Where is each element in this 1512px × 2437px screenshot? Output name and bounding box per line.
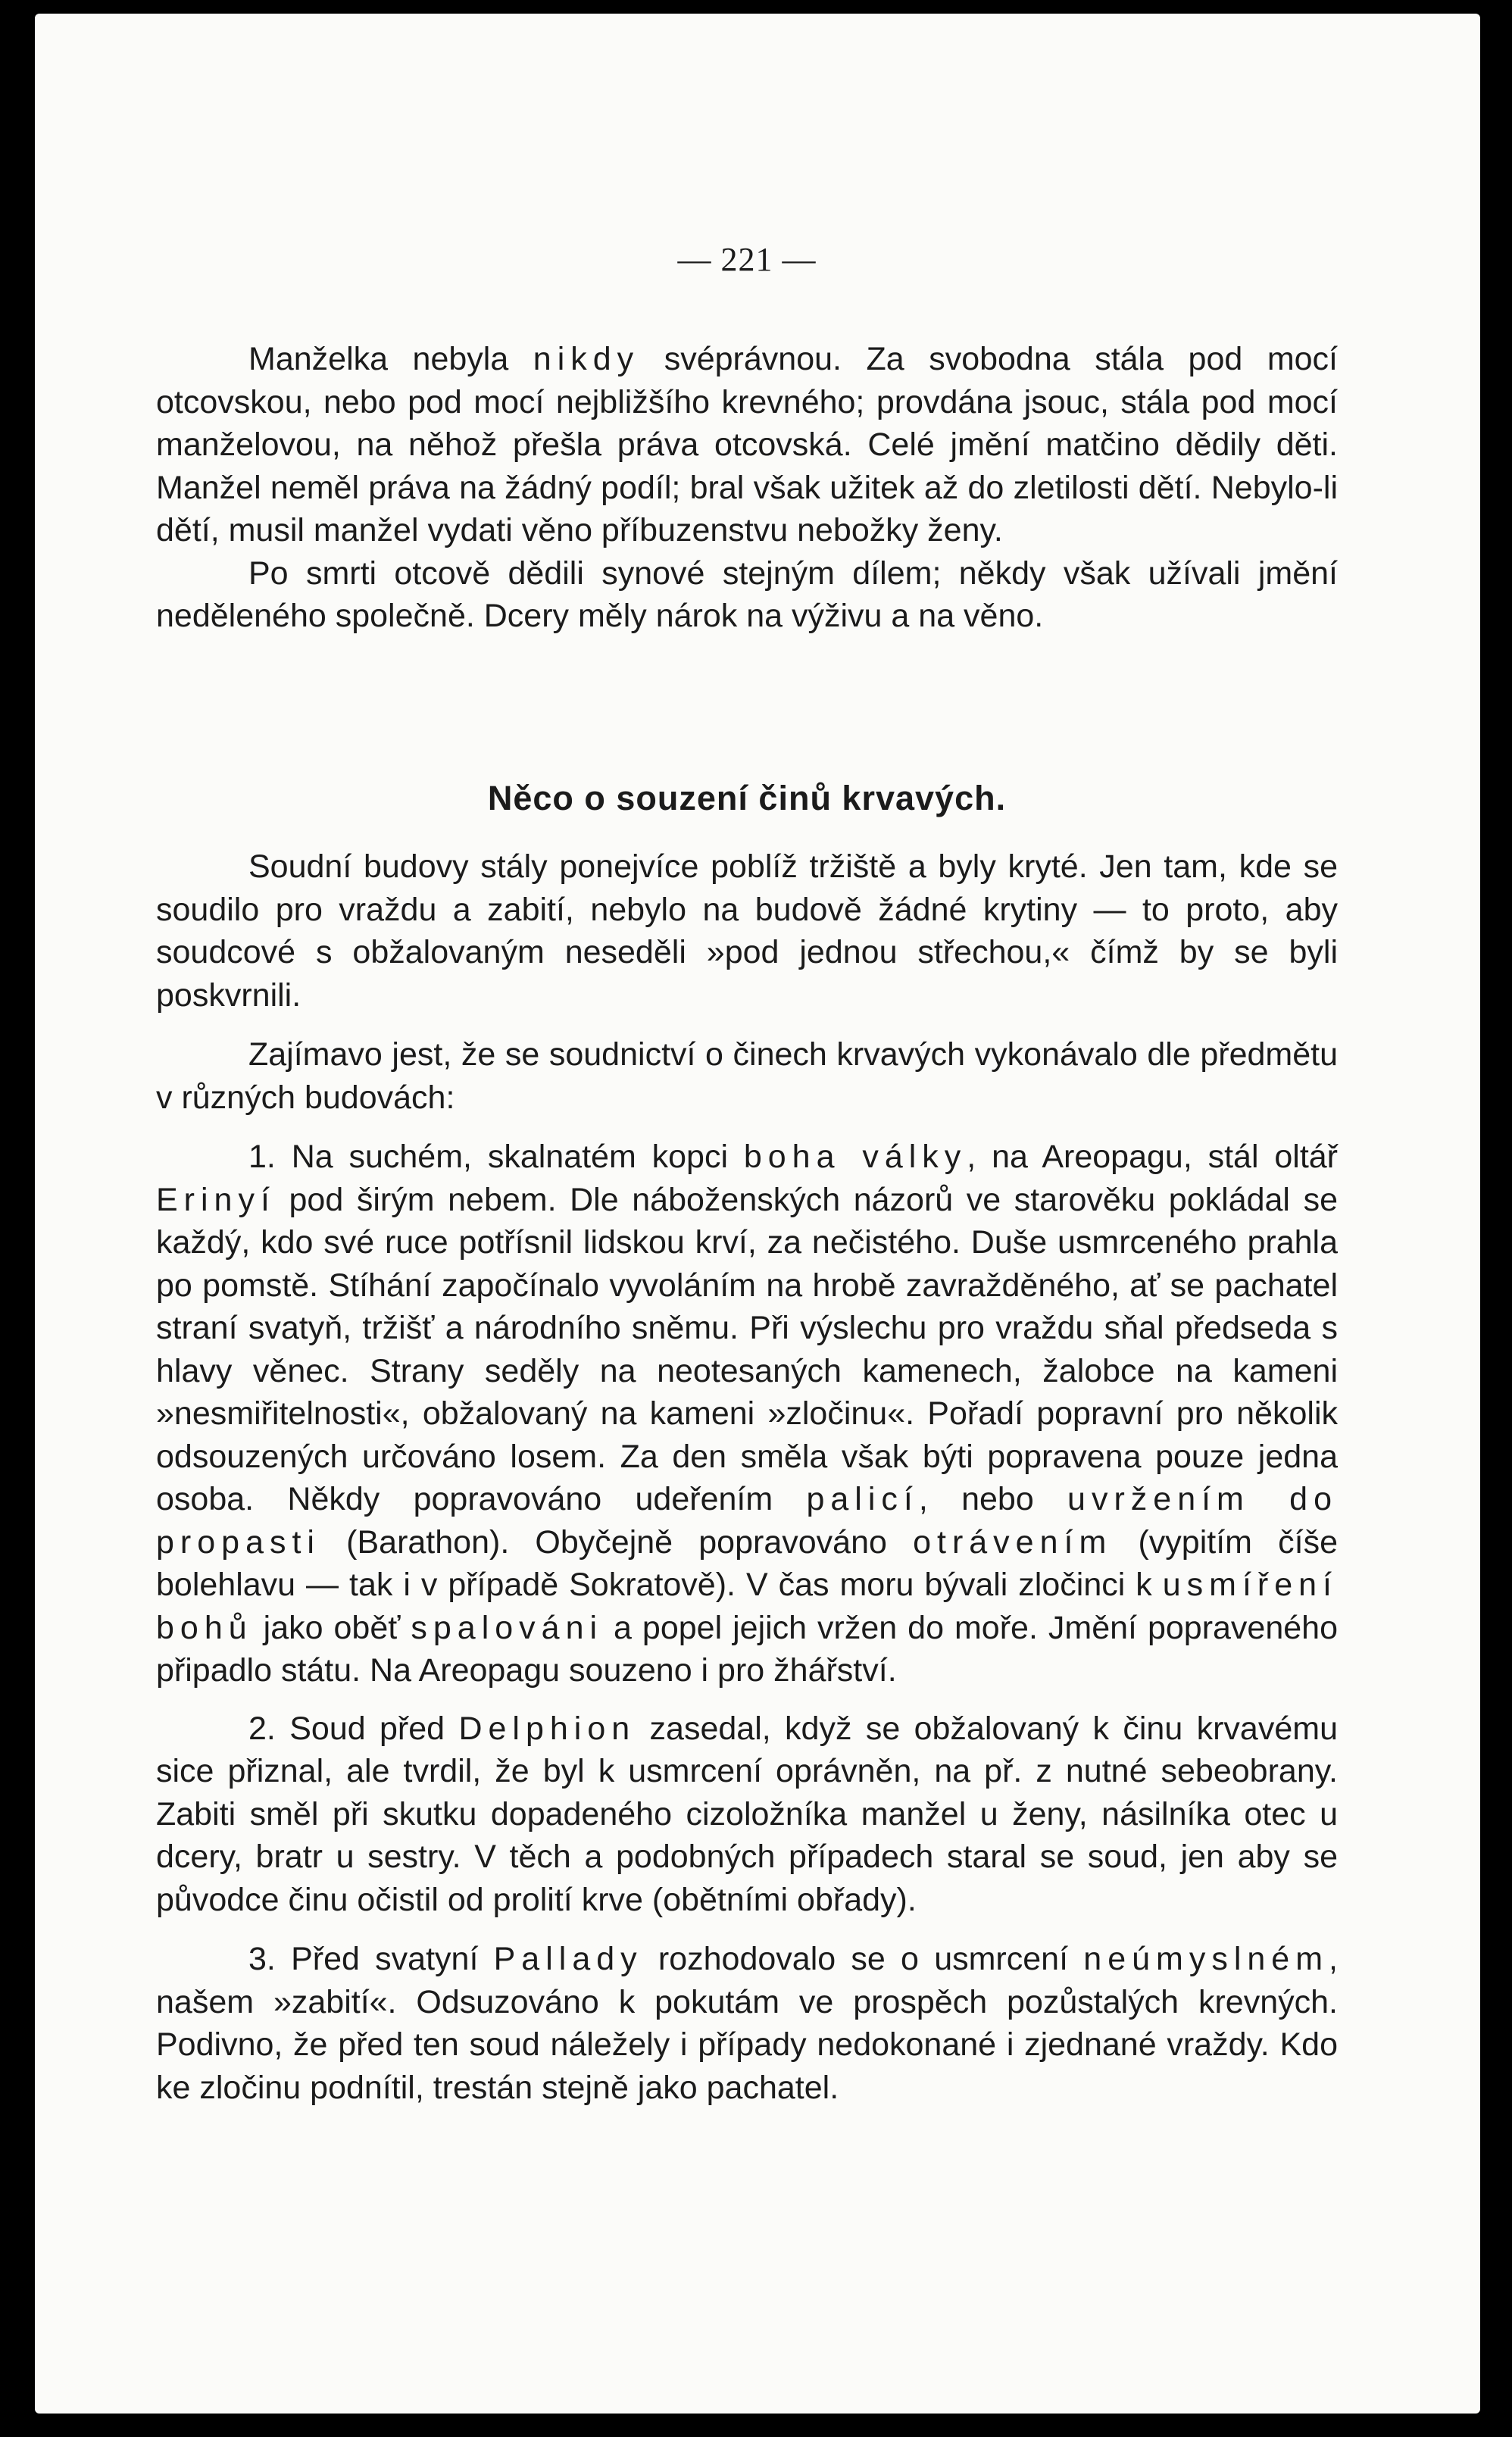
spaced-emphasis: otrávením bbox=[913, 1523, 1113, 1561]
book-page bbox=[35, 14, 1480, 2414]
section-heading: Něco o souzení činů krvavých. bbox=[487, 779, 1007, 817]
spaced-emphasis: Delphion bbox=[458, 1710, 636, 1747]
spaced-emphasis: neúmyslném bbox=[1083, 1941, 1329, 1977]
spaced-emphasis: usmíření bohů bbox=[156, 1567, 1338, 1646]
spaced-emphasis: Pallady bbox=[493, 1941, 643, 1977]
section-1-text bbox=[156, 338, 1338, 638]
text-run: (vypitím číše bolehlavu — tak i v případě Sokratově). V čas moru bývali zločinci k bbox=[156, 1523, 1338, 1603]
spaced-emphasis: palicí bbox=[806, 1481, 919, 1517]
page-number: — 221 — bbox=[677, 241, 817, 278]
paragraph-2: Po smrti otcově dědili synové stejným dílem; někdy však užívali jmění neděleného společně. Dcery měly nárok na výživu a na věno. bbox=[156, 555, 1338, 634]
text-run: 1. Na suchém, skalnatém kopci bbox=[248, 1139, 744, 1175]
spaced-emphasis: spalováni bbox=[411, 1609, 604, 1646]
emphasis-nikdy: nikdy bbox=[533, 341, 640, 377]
paragraph-1: Manželka nebyla nikdy svéprávnou. Za svobodna stála pod mocí otcovskou, nebo pod mocí nejbližšího krevného; provdána jsouc, stála pod mocí manželovou, na něhož přešla práva otcovská. Celé jmění matčino dědily děti. Manžel neměl práva na žádný podíl; bral však užitek až do zletilosti dětí. Nebylo-li dětí, musil manžel vydati věno příbuzenstvu nebožky ženy. bbox=[156, 341, 1338, 548]
spaced-emphasis: Erinyí bbox=[156, 1181, 276, 1218]
paragraph-3: Soudní budovy stály ponejvíce poblíž tržiště a byly kryté. Jen tam, kde se soudilo pro vraždu a zabití, nebylo na budově žádné krytiny — to proto, aby soudcové s obžalovaným neseděli »pod jednou střechou,« čímž by se byli poskvrnili. bbox=[156, 848, 1338, 1014]
text-run: (Barathon). Obyčejně popravováno bbox=[320, 1523, 914, 1561]
text-run: , na Areopagu, stál oltář bbox=[967, 1139, 1339, 1175]
text-run: zasedal, když se obžalovaný k činu krvavému sice přiznal, ale tvrdil, že byl k usmrcení oprávněn, na př. z nutné sebeobrany. Zabiti směl při skutku dopadeného cizoložníka manžel u ženy, násilníka otec u dcery, bratr u sestry. V těch a podobných případech staral se soud, jen aby se původce činu očistil od prolití krve (obětními obřady). bbox=[156, 1710, 1338, 1918]
section-2-text bbox=[156, 845, 1338, 2109]
text-run: 3. Před svatyní bbox=[248, 1941, 494, 1977]
spaced-emphasis: boha války bbox=[743, 1139, 967, 1175]
text-run: pod širým nebem. Dle náboženských názorů ve starověku pokládal se každý, kdo své ruce potřísnil lidskou krví, za nečistého. Duše usmrceného prahla po pomstě. Stíhání započínalo vyvoláním na hrobě zavražděného, ať se pachatel straní svatyň, tržišť a národního sněmu. Při výslechu pro vraždu sňal předseda s hlavy věnec. Strany seděly na neotesaných kamenech, žalobce na kameni »nesmiřitelnosti«, obžalovaný na kameni »zločinu«. Pořadí popravní pro několik odsouzených určováno losem. Za den směla však býti popravena pouze jedna osoba. Někdy popravováno udeřením bbox=[156, 1181, 1338, 1517]
text-run: 2. Soud před bbox=[248, 1710, 459, 1747]
text-run: jako oběť bbox=[252, 1609, 411, 1646]
list-item-2 bbox=[156, 1707, 1338, 1922]
text-run: , našem »zabití«. Odsuzováno k pokutám ve prospěch pozůstalých krevných. Podivno, že před ten soud náležely i případy nedokonané i zjednané vraždy. Kdo ke zločinu podnítil, trestán stejně jako pachatel. bbox=[156, 1941, 1338, 2106]
text-run: a popel jejich vržen do moře. Jmění popraveného připadlo státu. Na Areopagu souzeno i pro žhářství. bbox=[156, 1609, 1339, 1689]
text-run: , nebo bbox=[918, 1481, 1068, 1517]
paragraph-4: Zajímavo jest, že se soudnictví o činech krvavých vykonávalo dle předmětu v různých budovách: bbox=[156, 1036, 1338, 1116]
list-item-3 bbox=[156, 1938, 1338, 2109]
list-item-1 bbox=[156, 1136, 1338, 1692]
spaced-emphasis: uvržením do propasti bbox=[156, 1481, 1338, 1561]
text-run: rozhodovalo se o usmrcení bbox=[642, 1941, 1084, 1977]
